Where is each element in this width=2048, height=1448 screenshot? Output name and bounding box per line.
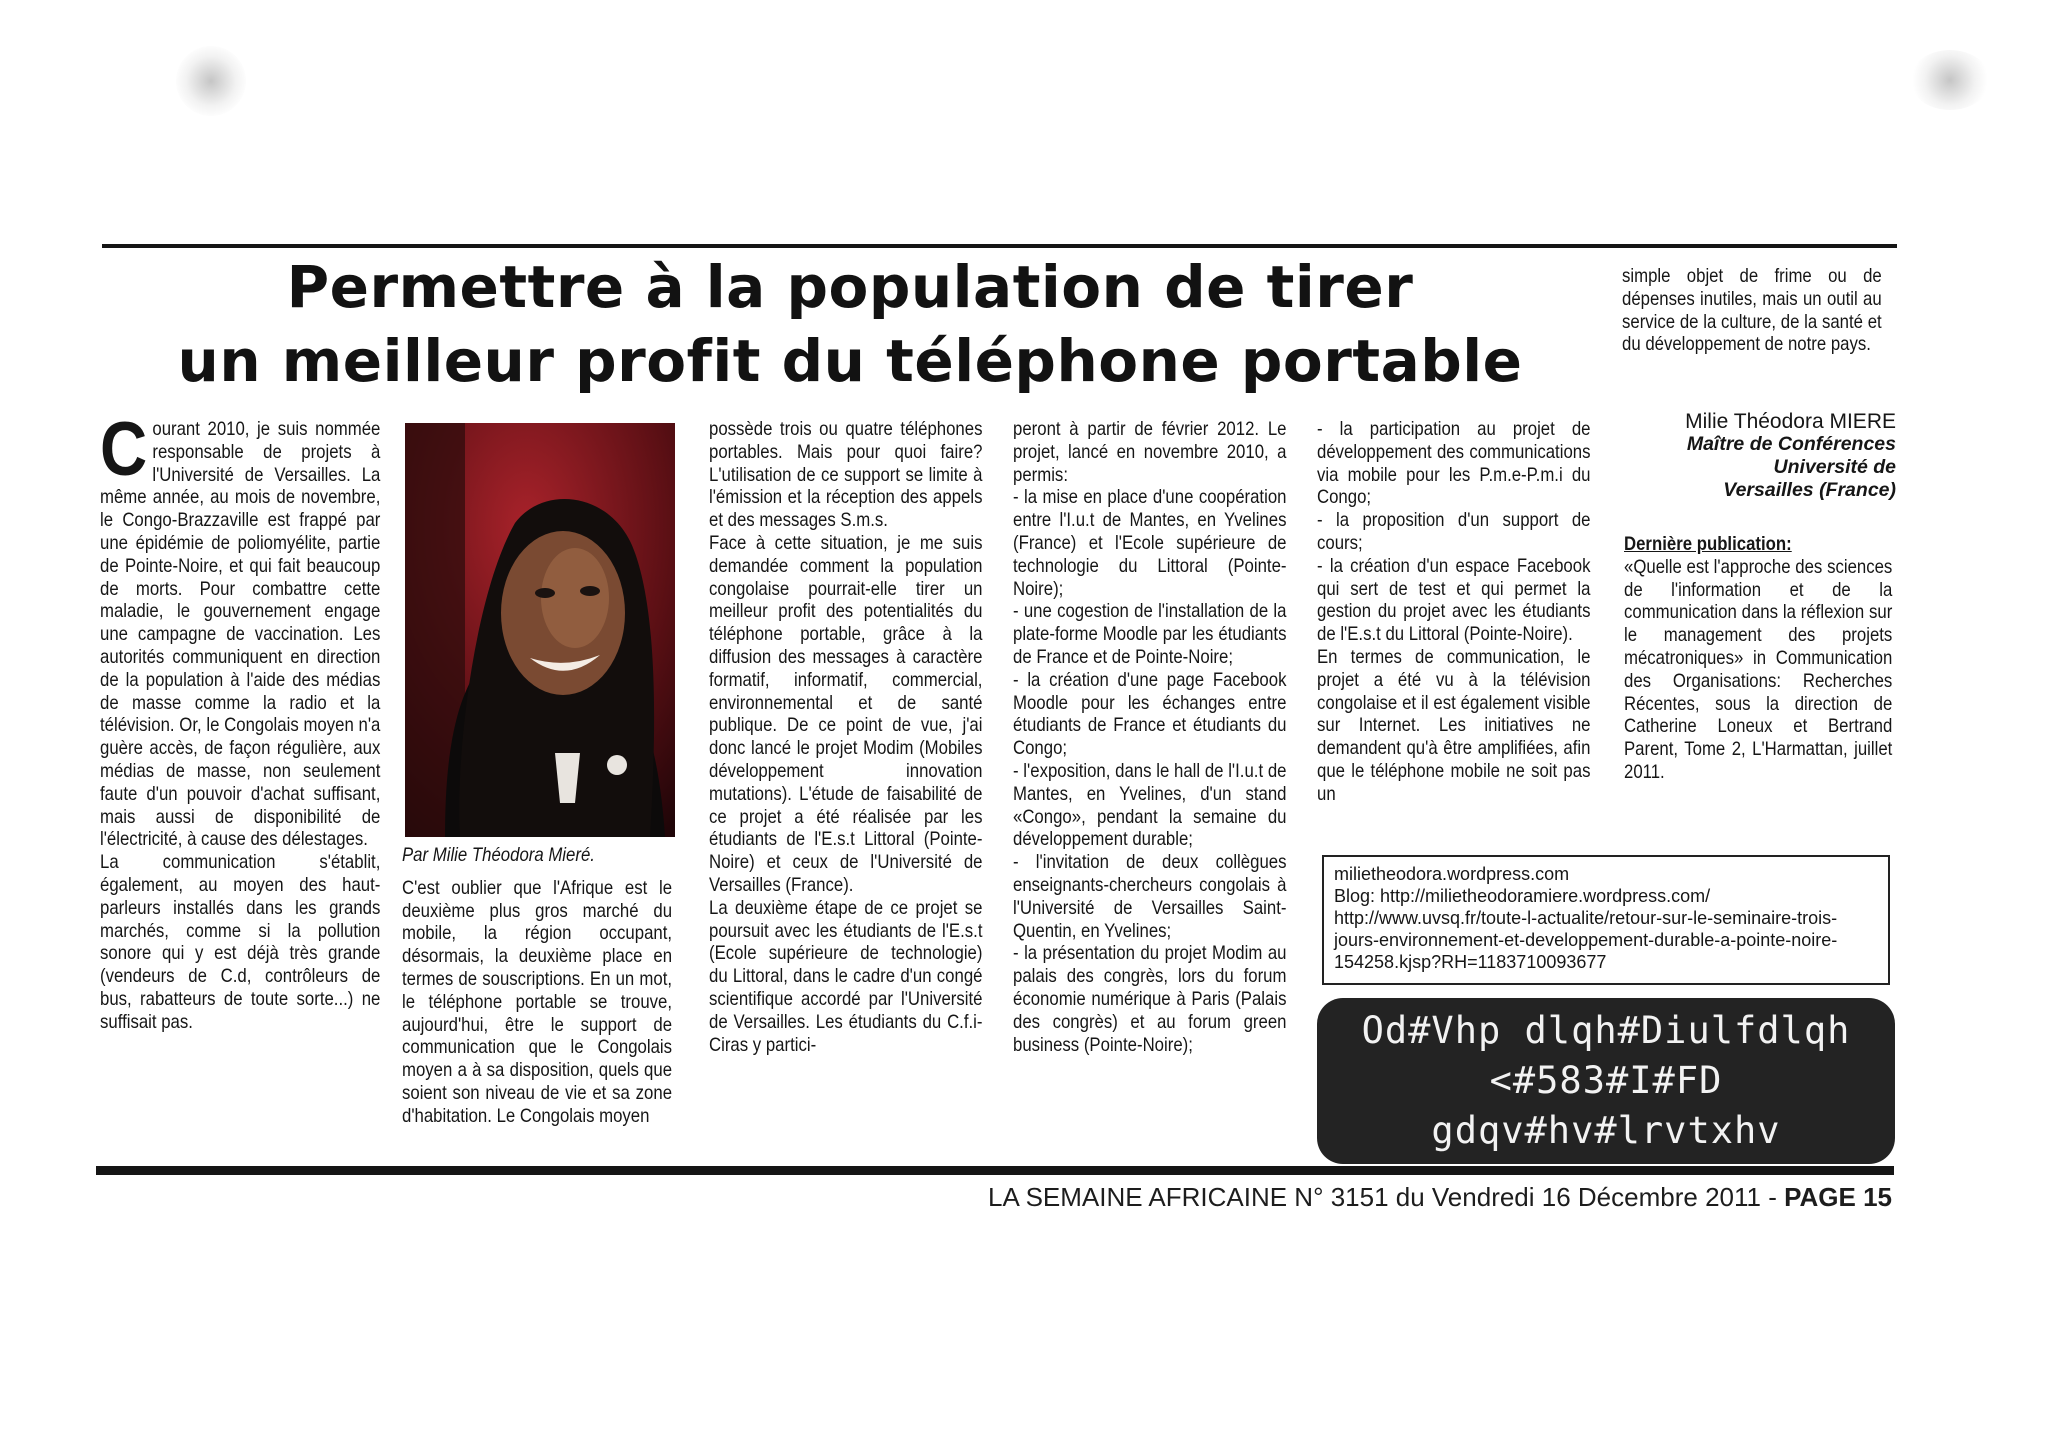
drop-cap: C — [100, 407, 148, 492]
author-name: Milie Théodora MIERE — [1685, 410, 1896, 433]
author-role-line-2: Université de — [1773, 456, 1896, 478]
col5-paragraph-1: - la participation au projet de développement des communications via mobile pour les P.m.e-P.m.i du Congo; — [1317, 418, 1591, 509]
encoded-badge — [1317, 998, 1895, 1164]
article-column-1 — [100, 407, 381, 1034]
col2-paragraph-1: C'est oublier que l'Afrique est le deuxième plus gros marché du mobile, la région occupant, désormais, la deuxième place en termes de souscriptions. En un mot, le téléphone portable se trouve, aujourd'hui, être le support de communication que le Congolais moyen a à sa disposition, quels que soient son niveau de vie et sa zone d'habitation. Le Congolais moyen — [402, 876, 673, 1127]
article-column-6 — [1622, 265, 1882, 356]
bottom-rule — [96, 1166, 1894, 1175]
col4-paragraph-5: - l'exposition, dans le hall de l'I.u.t de Mantes, en Yvelines, d'un stand «Congo», pendant la semaine du développement durable; — [1013, 759, 1287, 851]
title-line-2: un meilleur profit du téléphone portable — [177, 327, 1523, 395]
photo-caption: Par Milie Théodora Mieré. — [402, 844, 595, 866]
page-footer — [930, 1182, 1892, 1213]
col6-paragraph-1: simple objet de frime ou de dépenses inutiles, mais un outil au service de la culture, de la santé et du développement de notre pays. — [1622, 265, 1882, 356]
badge-line-2: <#583#I#FD — [1489, 1059, 1723, 1102]
article-column-3 — [709, 418, 982, 1056]
latest-publication — [1624, 533, 1892, 784]
col5-paragraph-4: En termes de communication, le projet a été vu à la télévision congolaise et il est également visible sur Internet. Les initiatives ne demandent qu'à être amplifiées, afin que le téléphone mobile ne soit pas un — [1317, 645, 1591, 805]
col4-paragraph-7: - la présentation du projet Modim au palais des congrès, lors du forum économie numérique à Paris (Palais des congrès) et au forum green business (Pointe-Noire); — [1013, 942, 1287, 1056]
top-rule — [102, 244, 1897, 248]
wordpress-link[interactable]: milietheodora.wordpress.com — [1334, 864, 1570, 884]
col4-paragraph-6: - l'invitation de deux collègues enseignants-chercheurs congolais à l'Université de Versailles Saint-Quentin, en Yvelines; — [1013, 851, 1287, 942]
col5-paragraph-2: - la proposition d'un support de cours; — [1317, 509, 1591, 554]
links-box — [1322, 855, 1890, 985]
publication-title: «Quelle est l'approche des sciences de l'information et de la communication dans la réflexion sur le management des projets mécatroniques» — [1624, 555, 1893, 669]
author-byline — [1600, 410, 1896, 502]
blog-link[interactable]: Blog: http://milietheodoramiere.wordpress.com/ — [1334, 886, 1711, 906]
footer-text: LA SEMAINE AFRICAINE N° 3151 du Vendredi 16 Décembre 2011 - — [987, 1182, 1785, 1212]
col5-paragraph-3: - la création d'un espace Facebook qui sert de test et qui permet la gestion du projet avec les étudiants de l'E.s.t du Littoral (Pointe-Noire). — [1317, 554, 1591, 646]
author-role-line-1: Maître de Conférences — [1686, 433, 1896, 455]
col1-paragraph-2: La communication s'établit, également, au moyen des haut-parleurs installés dans les grands marchés, comme si la pollution sonore qui y est déjà très grande (vendeurs de C.d, contrôleurs de bus, rabatteurs de toute sorte...) ne suffisait pas. — [100, 851, 381, 1033]
article-column-5 — [1317, 418, 1590, 806]
article-title — [110, 250, 1590, 398]
publication-source: in Communication des Organisations: Recherches Récentes, sous la direction de Catherine Loneux et Bertrand Parent, Tome 2, L'Harmattan, juillet 2011. — [1624, 646, 1893, 783]
scan-smudge-left — [176, 46, 246, 116]
col4-paragraph-1: peront à partir de février 2012. Le projet, lancé en novembre 2010, a permis: — [1013, 418, 1287, 486]
scan-smudge-right — [1910, 50, 1990, 110]
col4-paragraph-3: - une cogestion de l'installation de la plate-forme Moodle par les étudiants de France et de Pointe-Noire; — [1013, 600, 1287, 668]
article-column-4 — [1013, 418, 1286, 1056]
badge-line-1: Od#Vhp dlqh#Diulfdlqh — [1361, 1009, 1851, 1052]
col4-paragraph-4: - la création d'une page Facebook Moodle pour les échanges entre étudiants de France et étudiants du Congo; — [1013, 668, 1287, 760]
uvsq-link[interactable]: http://www.uvsq.fr/toute-l-actualite/retour-sur-le-seminaire-trois-jours-environnement-et-developpement-durable-a-pointe-noire-154258.kjsp?RH=1183710093677 — [1334, 908, 1838, 972]
page-number: PAGE 15 — [1784, 1182, 1892, 1212]
article-column-2 — [402, 844, 672, 1128]
col4-paragraph-2: - la mise en place d'une coopération entre l'I.u.t de Mantes, en Yvelines (France) et l'Ecole supérieure de technologie du Littoral (Pointe-Noire); — [1013, 486, 1287, 600]
author-role-line-3: Versailles (France) — [1723, 479, 1896, 501]
col3-paragraph-2: Face à cette situation, je me suis demandée comment la population congolaise pourrait-elle tirer un meilleur profit des potentialités du téléphone portable, grâce à la diffusion des messages à caractère formatif, informatif, commercial, environnemental et de santé publique. De ce point de vue, j'ai donc lancé le projet Modim (Mobiles développement innovation mutations). L'étude de faisabilité de ce projet a été réalisée par les étudiants de l'E.s.t Littoral (Pointe-Noire) et ceux de l'Université de Versailles (France). — [709, 531, 983, 896]
publication-heading: Dernière publication: — [1624, 533, 1792, 555]
col1-paragraph-1: ourant 2010, je suis nommée responsable de projets à l'Université de Versailles. La même année, au mois de novembre, le Congo-Brazzaville est frappé par une épidémie de poliomyélite, partie de Pointe-Noire, et qui fait beaucoup de morts. Pour combattre cette maladie, le gouvernement engage une campagne de vaccination. Les autorités communiquent en direction de la population à l'aide des médias de masse comme la radio et la télévision. Or, le Congolais moyen n'a guère accès, de façon régulière, aux médias de masse, non seulement faute d'un pouvoir d'achat suffisant, mais aussi de disponibilité de l'électricité, à cause des délestages. — [100, 418, 381, 851]
col3-paragraph-1: possède trois ou quatre téléphones portables. Mais pour quoi faire? L'utilisation de ce support se limite à l'émission et la réception des appels et des messages S.m.s. — [709, 418, 983, 532]
title-line-1: Permettre à la population de tirer — [286, 253, 1414, 321]
author-photo — [405, 423, 675, 837]
badge-line-3: gdqv#hv#lrvtxhv — [1431, 1109, 1781, 1152]
col3-paragraph-3: La deuxième étape de ce projet se poursuit avec les étudiants de l'E.s.t (Ecole supérieure de technologie) du Littoral, dans le cadre d'un congé scientifique accordé par l'Université de Versailles. Les étudiants du C.f.i-Ciras y partici- — [709, 896, 983, 1056]
